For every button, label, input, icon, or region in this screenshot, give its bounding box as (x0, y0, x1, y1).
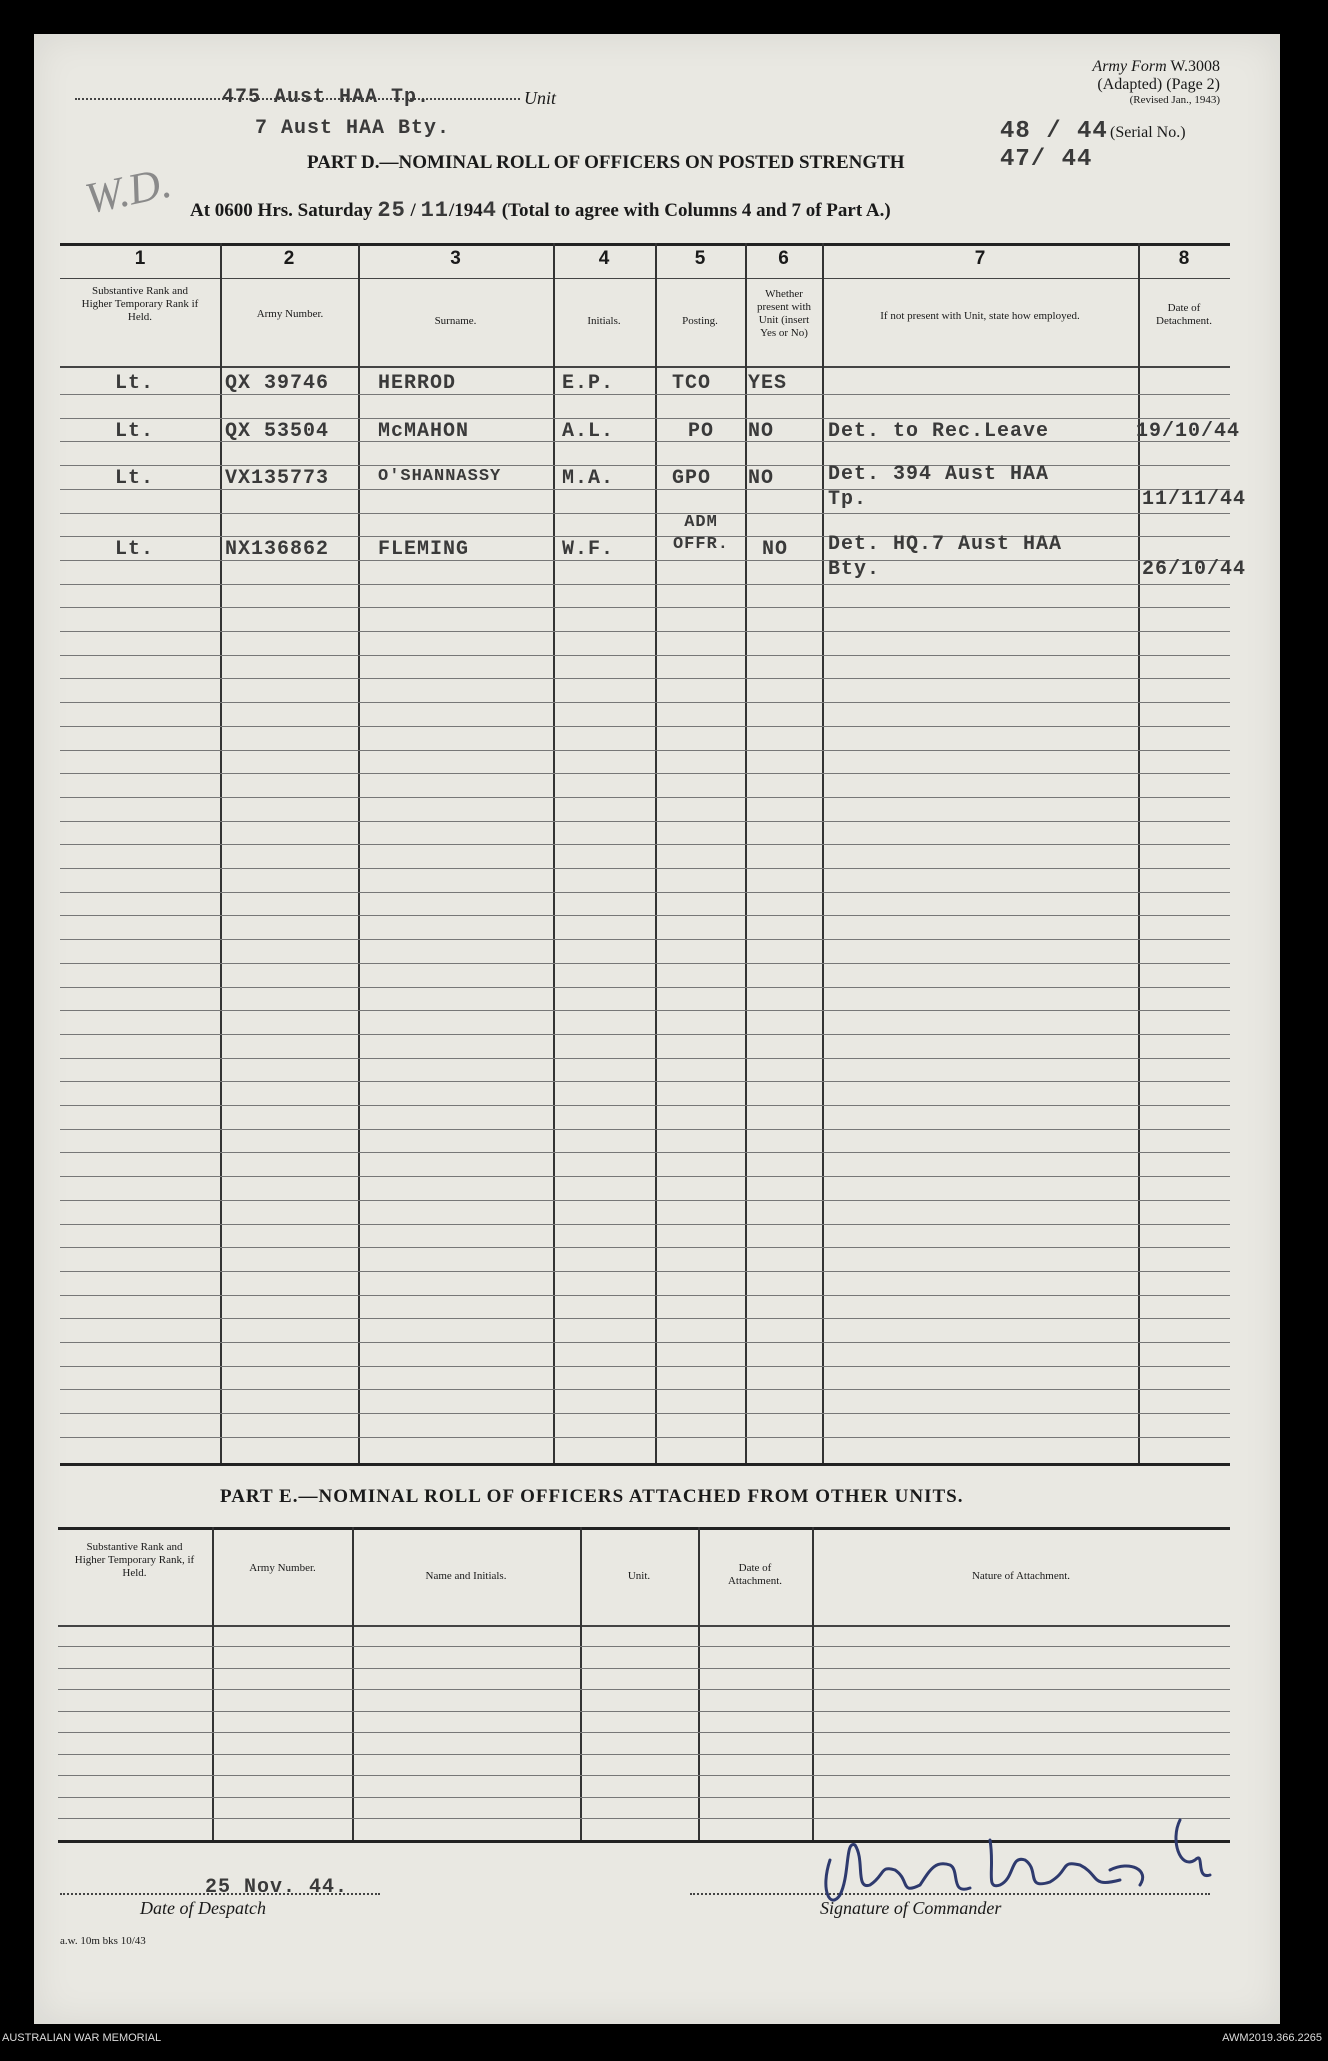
col-divider-5 (745, 243, 747, 1463)
col-divider-4 (655, 243, 657, 1463)
cell-rank: Lt. (115, 538, 155, 561)
ruled-line (58, 1689, 1230, 1690)
unit-typed-line-1: 475 Aust HAA Tp. (222, 86, 431, 109)
cell-surname: FLEMING (378, 538, 470, 561)
column-number: 5 (694, 248, 706, 269)
revised-label: (Revised Jan., 1943) (1129, 94, 1220, 106)
ruled-line (60, 939, 1230, 940)
cell-posting: TCO (672, 372, 712, 395)
cell-initials: A.L. (562, 420, 615, 443)
ruled-line (60, 418, 1230, 419)
col-divider-6 (822, 243, 824, 1463)
col-divider-3 (553, 243, 555, 1463)
ruled-line (60, 1200, 1230, 1201)
col-divider-2 (358, 243, 360, 1463)
cell-army-number: QX 39746 (225, 372, 330, 395)
ruled-line (60, 1295, 1230, 1296)
unit-typed-line-2: 7 Aust HAA Bty. (255, 117, 451, 140)
ruled-line (58, 1668, 1230, 1669)
cell-present: NO (748, 420, 775, 443)
cell-initials: W.F. (562, 538, 615, 561)
part-e-header-date: Date of Attachment. (727, 1562, 783, 1587)
army-form-label: Army Form (1092, 58, 1167, 75)
at-time-label: At 0600 Hrs. Saturday (190, 200, 373, 221)
part-e-header-nature: Nature of Attachment. (971, 1570, 1071, 1582)
ruled-line (60, 726, 1230, 727)
ruled-line (60, 915, 1230, 916)
cell-employed-cont: Bty. (828, 558, 881, 581)
ruled-line (60, 773, 1230, 774)
cell-date: 19/10/44 (1136, 420, 1241, 443)
header-detachment: Date of Detachment. (1156, 302, 1212, 327)
part-d-bottom-rule (60, 1463, 1230, 1466)
part-e-col-divider (698, 1527, 700, 1840)
header-posting: Posting. (682, 315, 718, 327)
cell-initials: M.A. (562, 467, 615, 490)
ruled-line (60, 1413, 1230, 1414)
cell-posting: PO (688, 420, 715, 443)
header-army-number: Army Number. (256, 308, 324, 320)
ruled-line (60, 750, 1230, 751)
ruled-line (60, 1342, 1230, 1343)
roll-month: 11 (420, 198, 449, 223)
part-e-header-rank: Substantive Rank and Higher Temporary Rank, if Held. (74, 1541, 195, 1579)
cell-rank: Lt. (115, 372, 155, 395)
ruled-line (60, 1389, 1230, 1390)
roll-day: 25 (377, 198, 406, 223)
despatch-date-label: Date of Despatch (140, 1898, 266, 1918)
column-number: 7 (974, 248, 986, 269)
ruled-line (60, 1058, 1230, 1059)
part-e-col-divider (212, 1527, 214, 1840)
roll-year-digit: 4 (482, 198, 497, 223)
col-divider-1 (220, 243, 222, 1463)
ruled-line (60, 1081, 1230, 1082)
header-initials: Initials. (587, 315, 621, 327)
cell-employed: Det. to Rec.Leave (828, 420, 1050, 443)
cell-army-number: NX136862 (225, 538, 330, 561)
cell-employed: Det. HQ.7 Aust HAA (828, 533, 1063, 556)
column-number: 8 (1178, 248, 1190, 269)
form-identifier (1020, 58, 1220, 106)
ruled-line (60, 1176, 1230, 1177)
part-d-top-rule (60, 243, 1230, 246)
adapted-label: (Adapted) (1097, 76, 1163, 93)
ruled-line (60, 702, 1230, 703)
cell-present: YES (748, 372, 788, 395)
ruled-line (60, 1366, 1230, 1367)
ruled-line (60, 1034, 1230, 1035)
ruled-line (60, 1152, 1230, 1153)
ruled-line (60, 1437, 1230, 1438)
ruled-line (60, 1318, 1230, 1319)
cell-army-number: QX 53504 (225, 420, 330, 443)
cell-posting: GPO (672, 467, 712, 490)
page-label: (Page 2) (1166, 76, 1220, 93)
column-number: 4 (598, 248, 610, 269)
ruled-line (60, 844, 1230, 845)
cell-rank: Lt. (115, 467, 155, 490)
ruled-line (58, 1797, 1230, 1798)
column-number: 6 (778, 248, 789, 269)
cell-surname: O'SHANNASSY (378, 467, 502, 486)
cell-army-number: VX135773 (225, 467, 330, 490)
part-d-header-rule (60, 366, 1230, 368)
serial-number-1: 48 / 44 (1000, 118, 1108, 145)
ruled-line (60, 987, 1230, 988)
ruled-line (60, 1105, 1230, 1106)
cell-present: NO (748, 467, 775, 490)
roll-year-prefix: /194 (448, 200, 483, 221)
part-d-title: PART D.—NOMINAL ROLL OF OFFICERS ON POSTED STRENGTH (307, 152, 905, 173)
cell-posting: ADM OFFR. (672, 513, 729, 554)
header-employed: If not present with Unit, state how employed. (880, 310, 1080, 322)
cell-date: 11/11/44 (1142, 488, 1247, 511)
ruled-line (60, 513, 1230, 514)
ruled-line (58, 1646, 1230, 1647)
roll-date-line (190, 198, 891, 223)
cell-date: 26/10/44 (1142, 558, 1247, 581)
serial-label: (Serial No.) (1110, 124, 1186, 141)
archive-name: AUSTRALIAN WAR MEMORIAL (2, 2032, 162, 2044)
cell-surname: HERROD (378, 372, 457, 395)
ruled-line (60, 655, 1230, 656)
serial-number-2: 47/ 44 (1000, 146, 1093, 173)
cell-initials: E.P. (562, 372, 615, 395)
column-number: 2 (283, 248, 295, 269)
ruled-line (58, 1775, 1230, 1776)
ruled-line (60, 465, 1230, 466)
ruled-line (60, 821, 1230, 822)
cell-surname: McMAHON (378, 420, 470, 443)
part-e-title: PART E.—NOMINAL ROLL OF OFFICERS ATTACHED FROM OTHER UNITS. (220, 1486, 964, 1507)
ruled-line (60, 1010, 1230, 1011)
column-number: 3 (450, 248, 461, 269)
archive-reference: AWM2019.366.2265 (1222, 2032, 1322, 2044)
ruled-line (60, 584, 1230, 585)
ruled-line (60, 868, 1230, 869)
part-e-header-army-number: Army Number. (249, 1562, 316, 1574)
ruled-line (58, 1711, 1230, 1712)
ruled-line (60, 1271, 1230, 1272)
signature-label: Signature of Commander (820, 1898, 1002, 1918)
ruled-line (60, 1129, 1230, 1130)
cell-employed: Det. 394 Aust HAA (828, 463, 1050, 486)
ruled-line (60, 797, 1230, 798)
ruled-line (60, 607, 1230, 608)
ruled-line (60, 963, 1230, 964)
unit-label: Unit (524, 88, 557, 108)
cell-employed-cont: Tp. (828, 488, 868, 511)
part-e-header-unit: Unit. (627, 1570, 651, 1582)
ruled-line (60, 892, 1230, 893)
header-present: Whether present with Unit (insert Yes or No) (756, 288, 812, 339)
cell-rank: Lt. (115, 420, 155, 443)
ruled-line (60, 631, 1230, 632)
ruled-line (60, 1224, 1230, 1225)
despatch-date-typed: 25 Nov. 44. (205, 1876, 349, 1899)
part-e-header-rule (58, 1625, 1230, 1627)
form-number: W.3008 (1170, 58, 1220, 75)
ruled-line (58, 1732, 1230, 1733)
column-number: 1 (134, 248, 146, 269)
part-e-top-rule (58, 1527, 1230, 1530)
total-note: (Total to agree with Columns 4 and 7 of Part A.) (501, 200, 891, 221)
part-d-number-rule (60, 278, 1230, 279)
cell-present: NO (762, 538, 789, 561)
print-code: a.w. 10m bks 10/43 (60, 1935, 146, 1947)
date-slash: / (410, 200, 416, 221)
header-rank: Substantive Rank and Higher Temporary Rank if Held. (81, 285, 199, 323)
handwritten-wd-mark: W.D. (80, 157, 176, 224)
header-surname: Surname. (434, 315, 477, 327)
ruled-line (58, 1754, 1230, 1755)
commander-signature (800, 1800, 1220, 1910)
part-e-header-name: Name and Initials. (425, 1570, 507, 1582)
ruled-line (60, 1247, 1230, 1248)
ruled-line (60, 678, 1230, 679)
